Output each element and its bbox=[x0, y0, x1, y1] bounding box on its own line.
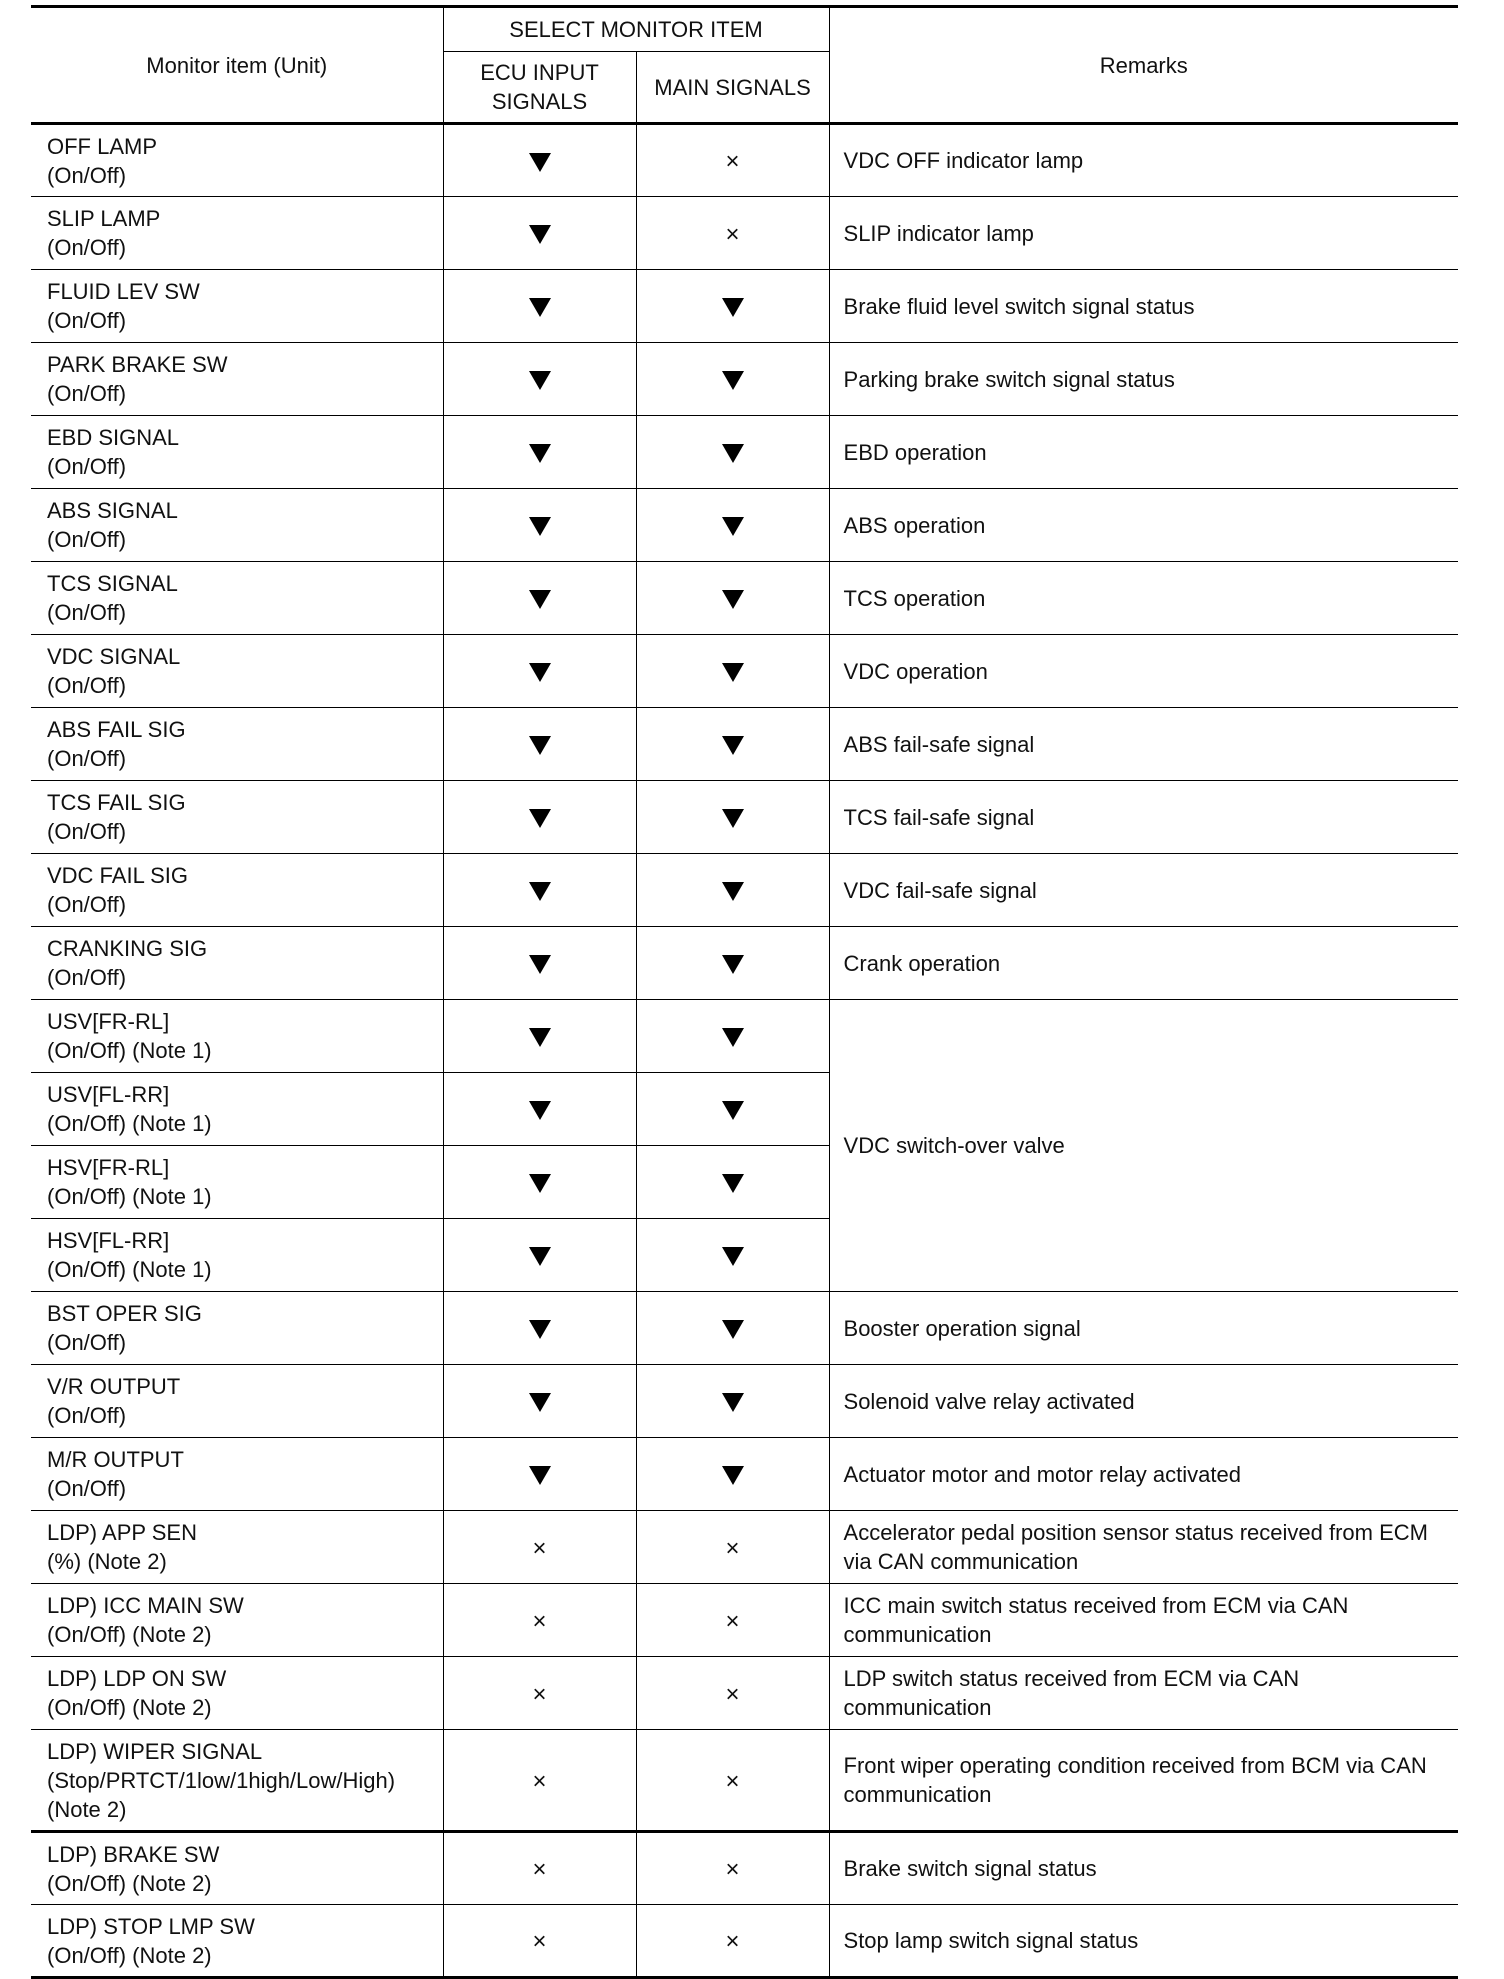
monitor-item-name: M/R OUTPUT bbox=[47, 1447, 184, 1472]
cross-mark: × bbox=[725, 1856, 740, 1884]
monitor-item-cell bbox=[31, 343, 443, 416]
table-row bbox=[31, 1292, 1458, 1365]
triangle-down-icon bbox=[529, 1466, 551, 1485]
main-signal-cell bbox=[636, 270, 829, 343]
monitor-item-cell bbox=[31, 1905, 443, 1978]
ecu-input-signal-cell bbox=[443, 270, 636, 343]
main-signal-cell bbox=[636, 343, 829, 416]
cross-mark: × bbox=[532, 1534, 547, 1562]
remark-cell: VDC switch-over valve bbox=[829, 1000, 1458, 1292]
cross-mark: × bbox=[532, 1928, 547, 1956]
monitor-item-cell bbox=[31, 1000, 443, 1073]
triangle-down-icon bbox=[722, 955, 744, 974]
ecu-input-signal-cell bbox=[443, 781, 636, 854]
triangle-down-icon bbox=[529, 1174, 551, 1193]
triangle-down-icon bbox=[722, 371, 744, 390]
cross-mark: × bbox=[725, 1680, 740, 1708]
monitor-item-unit: (On/Off) (Note 1) bbox=[47, 1111, 212, 1136]
table-row bbox=[31, 416, 1458, 489]
remark-cell: Solenoid valve relay activated bbox=[829, 1365, 1458, 1438]
cross-mark: × bbox=[532, 1607, 547, 1635]
remark-cell: Front wiper operating condition received from BCM via CAN communication bbox=[829, 1730, 1458, 1832]
table-row bbox=[31, 1365, 1458, 1438]
remark-cell: VDC operation bbox=[829, 635, 1458, 708]
monitor-item-cell bbox=[31, 1657, 443, 1730]
main-signal-cell bbox=[636, 635, 829, 708]
triangle-down-icon bbox=[529, 1101, 551, 1120]
ecu-input-signal-cell bbox=[443, 1511, 636, 1584]
monitor-item-name: LDP) STOP LMP SW bbox=[47, 1913, 255, 1939]
monitor-item-unit: (On/Off) (Note 1) bbox=[47, 1184, 212, 1209]
remark-cell: LDP switch status received from ECM via CAN communication bbox=[829, 1657, 1458, 1730]
triangle-down-icon bbox=[529, 517, 551, 536]
monitor-item-cell bbox=[31, 635, 443, 708]
monitor-item-unit: (On/Off) bbox=[47, 527, 127, 552]
monitor-item-cell bbox=[31, 1832, 443, 1905]
remark-cell: ABS operation bbox=[829, 489, 1458, 562]
main-signal-cell bbox=[636, 1073, 829, 1146]
ecu-input-signal-cell bbox=[443, 1584, 636, 1657]
ecu-input-signal-cell bbox=[443, 416, 636, 489]
main-signal-cell bbox=[636, 854, 829, 927]
header-remarks: Remarks bbox=[829, 7, 1458, 124]
triangle-down-icon bbox=[722, 590, 744, 609]
cross-mark: × bbox=[725, 1928, 740, 1956]
monitor-item-unit: (On/Off) (Note 1) bbox=[47, 1257, 212, 1282]
main-signal-cell bbox=[636, 1219, 829, 1292]
remark-cell: VDC OFF indicator lamp bbox=[829, 124, 1458, 197]
remark-cell: Brake switch signal status bbox=[829, 1832, 1458, 1905]
table-row bbox=[31, 708, 1458, 781]
monitor-item-cell bbox=[31, 416, 443, 489]
main-signal-cell bbox=[636, 708, 829, 781]
monitor-item-name: PARK BRAKE SW bbox=[47, 352, 228, 377]
remark-cell: EBD operation bbox=[829, 416, 1458, 489]
triangle-down-icon bbox=[722, 663, 744, 682]
monitor-item-unit: (On/Off) bbox=[47, 746, 127, 771]
monitor-item-cell bbox=[31, 124, 443, 197]
monitor-item-unit: (On/Off) bbox=[47, 162, 127, 188]
table-row bbox=[31, 1511, 1458, 1584]
remark-cell: Crank operation bbox=[829, 927, 1458, 1000]
triangle-down-icon bbox=[529, 882, 551, 901]
table-row bbox=[31, 635, 1458, 708]
triangle-down-icon bbox=[722, 1028, 744, 1047]
monitor-item-cell bbox=[31, 1511, 443, 1584]
monitor-item-name: VDC FAIL SIG bbox=[47, 863, 189, 888]
monitor-item-unit: (On/Off) bbox=[47, 673, 127, 698]
header-main-signals: MAIN SIGNALS bbox=[636, 52, 829, 124]
main-signal-cell bbox=[636, 562, 829, 635]
triangle-down-icon bbox=[722, 1174, 744, 1193]
remark-cell: Brake fluid level switch signal status bbox=[829, 270, 1458, 343]
monitor-item-name: LDP) LDP ON SW bbox=[47, 1666, 227, 1691]
monitor-item-name: USV[FL-RR] bbox=[47, 1082, 170, 1107]
triangle-down-icon bbox=[529, 663, 551, 682]
main-signal-cell bbox=[636, 1146, 829, 1219]
monitor-item-name: ABS FAIL SIG bbox=[47, 717, 186, 742]
triangle-down-icon bbox=[529, 809, 551, 828]
table-row bbox=[31, 927, 1458, 1000]
remark-cell: ABS fail-safe signal bbox=[829, 708, 1458, 781]
monitor-item-name: TCS FAIL SIG bbox=[47, 790, 186, 815]
triangle-down-icon bbox=[722, 1247, 744, 1266]
ecu-input-signal-cell bbox=[443, 854, 636, 927]
monitor-item-unit: (On/Off) bbox=[47, 454, 127, 479]
monitor-item-name: HSV[FL-RR] bbox=[47, 1228, 170, 1253]
main-signal-cell bbox=[636, 124, 829, 197]
monitor-item-cell bbox=[31, 1146, 443, 1219]
table-row bbox=[31, 781, 1458, 854]
cross-mark: × bbox=[725, 1534, 740, 1562]
monitor-item-name: USV[FR-RL] bbox=[47, 1009, 170, 1034]
monitor-item-unit: (On/Off) bbox=[47, 965, 127, 990]
monitor-item-name: CRANKING SIG bbox=[47, 936, 208, 961]
cross-mark: × bbox=[725, 220, 740, 248]
ecu-input-signal-cell bbox=[443, 1730, 636, 1832]
ecu-input-signal-cell bbox=[443, 489, 636, 562]
main-signal-cell bbox=[636, 1292, 829, 1365]
monitor-item-note: (Note 2) bbox=[47, 1796, 127, 1822]
monitor-item-name: V/R OUTPUT bbox=[47, 1374, 181, 1399]
table-row bbox=[31, 197, 1458, 270]
ecu-input-signal-cell bbox=[443, 1292, 636, 1365]
remark-cell: TCS fail-safe signal bbox=[829, 781, 1458, 854]
monitor-item-name: HSV[FR-RL] bbox=[47, 1155, 170, 1180]
main-signal-cell bbox=[636, 1000, 829, 1073]
main-signal-cell bbox=[636, 1438, 829, 1511]
ecu-input-signal-cell bbox=[443, 197, 636, 270]
monitor-item-page bbox=[31, 5, 1458, 1979]
ecu-input-signal-cell bbox=[443, 1000, 636, 1073]
ecu-input-signal-cell bbox=[443, 1219, 636, 1292]
monitor-item-cell bbox=[31, 927, 443, 1000]
triangle-down-icon bbox=[722, 444, 744, 463]
triangle-down-icon bbox=[722, 1320, 744, 1339]
table-row bbox=[31, 562, 1458, 635]
monitor-item-unit: (On/Off) bbox=[47, 1330, 127, 1355]
monitor-item-table bbox=[31, 5, 1458, 1979]
ecu-input-signal-cell bbox=[443, 927, 636, 1000]
triangle-down-icon bbox=[529, 153, 551, 172]
remark-cell: SLIP indicator lamp bbox=[829, 197, 1458, 270]
table-row bbox=[31, 1905, 1458, 1978]
cross-mark: × bbox=[532, 1767, 547, 1795]
remark-cell: Accelerator pedal position sensor status received from ECM via CAN communication bbox=[829, 1511, 1458, 1584]
triangle-down-icon bbox=[722, 1101, 744, 1120]
monitor-item-name: LDP) BRAKE SW bbox=[47, 1841, 220, 1867]
monitor-item-name: VDC SIGNAL bbox=[47, 644, 181, 669]
cross-mark: × bbox=[532, 1680, 547, 1708]
triangle-down-icon bbox=[722, 517, 744, 536]
table-row bbox=[31, 1730, 1458, 1832]
triangle-down-icon bbox=[529, 444, 551, 463]
monitor-item-cell bbox=[31, 854, 443, 927]
triangle-down-icon bbox=[529, 225, 551, 244]
remark-cell: VDC fail-safe signal bbox=[829, 854, 1458, 927]
triangle-down-icon bbox=[722, 298, 744, 317]
ecu-input-signal-cell bbox=[443, 708, 636, 781]
remark-cell: TCS operation bbox=[829, 562, 1458, 635]
monitor-item-name: ABS SIGNAL bbox=[47, 498, 178, 523]
header-monitor-item: Monitor item (Unit) bbox=[31, 7, 443, 124]
monitor-item-name: BST OPER SIG bbox=[47, 1301, 202, 1326]
monitor-item-unit: (On/Off) (Note 2) bbox=[47, 1695, 212, 1720]
monitor-item-cell bbox=[31, 197, 443, 270]
monitor-item-cell bbox=[31, 1073, 443, 1146]
header-select-monitor-item: SELECT MONITOR ITEM bbox=[443, 7, 829, 52]
monitor-item-unit: (On/Off) bbox=[47, 892, 127, 917]
ecu-input-signal-cell bbox=[443, 1905, 636, 1978]
monitor-item-unit: (On/Off) bbox=[47, 819, 127, 844]
triangle-down-icon bbox=[529, 1028, 551, 1047]
main-signal-cell bbox=[636, 1832, 829, 1905]
table-row bbox=[31, 1584, 1458, 1657]
monitor-item-unit: (On/Off) (Note 2) bbox=[47, 1942, 212, 1968]
header-ecu-input-signals: ECU INPUT SIGNALS bbox=[443, 52, 636, 124]
monitor-item-cell bbox=[31, 1730, 443, 1832]
monitor-item-name: EBD SIGNAL bbox=[47, 425, 180, 450]
monitor-item-cell bbox=[31, 270, 443, 343]
table-row bbox=[31, 1438, 1458, 1511]
ecu-input-signal-cell bbox=[443, 1657, 636, 1730]
main-signal-cell bbox=[636, 197, 829, 270]
monitor-item-name: FLUID LEV SW bbox=[47, 279, 200, 304]
monitor-item-cell bbox=[31, 1584, 443, 1657]
monitor-item-cell bbox=[31, 562, 443, 635]
ecu-input-signal-cell bbox=[443, 1073, 636, 1146]
main-signal-cell bbox=[636, 1905, 829, 1978]
table-row bbox=[31, 1657, 1458, 1730]
monitor-item-cell bbox=[31, 1292, 443, 1365]
main-signal-cell bbox=[636, 489, 829, 562]
triangle-down-icon bbox=[529, 1247, 551, 1266]
remark-cell: Stop lamp switch signal status bbox=[829, 1905, 1458, 1978]
ecu-input-signal-cell bbox=[443, 343, 636, 416]
monitor-item-unit: (On/Off) bbox=[47, 381, 127, 406]
main-signal-cell bbox=[636, 416, 829, 489]
main-signal-cell bbox=[636, 1511, 829, 1584]
monitor-item-name: OFF LAMP bbox=[47, 133, 158, 159]
monitor-item-name: TCS SIGNAL bbox=[47, 571, 178, 596]
main-signal-cell bbox=[636, 927, 829, 1000]
main-signal-cell bbox=[636, 1657, 829, 1730]
triangle-down-icon bbox=[722, 882, 744, 901]
monitor-item-unit: (On/Off) bbox=[47, 235, 127, 260]
cross-mark: × bbox=[725, 1607, 740, 1635]
monitor-item-cell bbox=[31, 489, 443, 562]
triangle-down-icon bbox=[722, 809, 744, 828]
table-row bbox=[31, 343, 1458, 416]
ecu-input-signal-cell bbox=[443, 1146, 636, 1219]
remark-cell: Parking brake switch signal status bbox=[829, 343, 1458, 416]
monitor-item-unit: (On/Off) (Note 2) bbox=[47, 1622, 212, 1647]
monitor-item-name: SLIP LAMP bbox=[47, 206, 161, 231]
triangle-down-icon bbox=[529, 736, 551, 755]
ecu-input-signal-cell bbox=[443, 1832, 636, 1905]
monitor-item-unit: (On/Off) bbox=[47, 308, 127, 333]
ecu-input-signal-cell bbox=[443, 1438, 636, 1511]
triangle-down-icon bbox=[529, 298, 551, 317]
monitor-item-cell bbox=[31, 1219, 443, 1292]
remark-cell: Booster operation signal bbox=[829, 1292, 1458, 1365]
table-row bbox=[31, 1832, 1458, 1905]
remark-cell: ICC main switch status received from ECM via CAN communication bbox=[829, 1584, 1458, 1657]
triangle-down-icon bbox=[529, 1393, 551, 1412]
table-row bbox=[31, 489, 1458, 562]
monitor-item-name: LDP) WIPER SIGNAL bbox=[47, 1738, 263, 1764]
ecu-input-signal-cell bbox=[443, 562, 636, 635]
table-body bbox=[31, 124, 1458, 1978]
monitor-item-cell bbox=[31, 1365, 443, 1438]
triangle-down-icon bbox=[529, 371, 551, 390]
main-signal-cell bbox=[636, 1730, 829, 1832]
monitor-item-unit: (On/Off) bbox=[47, 1476, 127, 1501]
monitor-item-cell bbox=[31, 781, 443, 854]
monitor-item-unit: (On/Off) (Note 1) bbox=[47, 1038, 212, 1063]
triangle-down-icon bbox=[529, 590, 551, 609]
monitor-item-cell bbox=[31, 708, 443, 781]
monitor-item-unit: (%) (Note 2) bbox=[47, 1549, 167, 1574]
ecu-input-signal-cell bbox=[443, 635, 636, 708]
main-signal-cell bbox=[636, 781, 829, 854]
monitor-item-cell bbox=[31, 1438, 443, 1511]
table-row bbox=[31, 124, 1458, 197]
triangle-down-icon bbox=[722, 1393, 744, 1412]
monitor-item-unit: (Stop/PRTCT/1low/1high/Low/High) bbox=[47, 1767, 396, 1793]
triangle-down-icon bbox=[722, 736, 744, 755]
table-header bbox=[31, 7, 1458, 124]
triangle-down-icon bbox=[529, 955, 551, 974]
triangle-down-icon bbox=[722, 1466, 744, 1485]
table-row bbox=[31, 270, 1458, 343]
remark-cell: Actuator motor and motor relay activated bbox=[829, 1438, 1458, 1511]
monitor-item-unit: (On/Off) bbox=[47, 1403, 127, 1428]
monitor-item-name: LDP) APP SEN bbox=[47, 1520, 197, 1545]
main-signal-cell bbox=[636, 1584, 829, 1657]
triangle-down-icon bbox=[529, 1320, 551, 1339]
monitor-item-name: LDP) ICC MAIN SW bbox=[47, 1593, 244, 1618]
cross-mark: × bbox=[532, 1856, 547, 1884]
ecu-input-signal-cell bbox=[443, 1365, 636, 1438]
cross-mark: × bbox=[725, 1767, 740, 1795]
ecu-input-signal-cell bbox=[443, 124, 636, 197]
table-row bbox=[31, 1000, 1458, 1073]
main-signal-cell bbox=[636, 1365, 829, 1438]
table-row bbox=[31, 854, 1458, 927]
cross-mark: × bbox=[725, 148, 740, 176]
monitor-item-unit: (On/Off) (Note 2) bbox=[47, 1870, 212, 1896]
monitor-item-unit: (On/Off) bbox=[47, 600, 127, 625]
